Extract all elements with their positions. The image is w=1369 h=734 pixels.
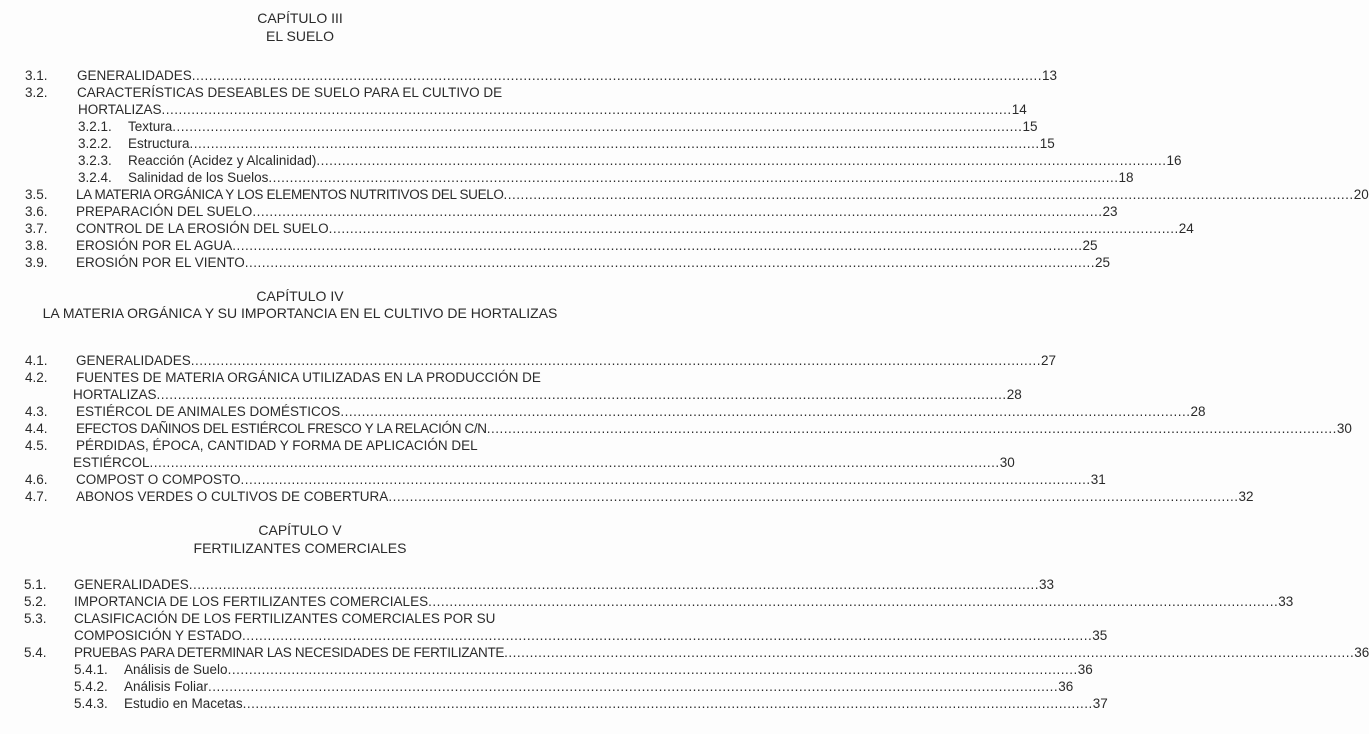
toc-entry[interactable] — [25, 420, 1352, 437]
toc-entry[interactable] — [25, 352, 1056, 369]
leader-dots: ........................................................................................................................................................................................................ — [486, 421, 1337, 436]
section-title: EROSIÓN POR EL VIENTO — [76, 255, 245, 270]
chapter-heading: CAPÍTULO III — [257, 10, 343, 26]
page-number: 36 — [1077, 662, 1093, 677]
section-title: HORTALIZAS — [73, 387, 157, 402]
toc-entry[interactable] — [24, 644, 1369, 661]
section-title: Salinidad de los Suelos — [128, 170, 269, 185]
toc-entry[interactable] — [25, 488, 1254, 505]
section-number: 5.4.2. — [74, 679, 108, 694]
section-title: Estructura — [128, 136, 190, 151]
leader-dots: ........................................................................................................................................................................................................ — [156, 387, 1007, 402]
page-number: 18 — [1118, 170, 1134, 185]
section-title: IMPORTANCIA DE LOS FERTILIZANTES COMERCIALES — [74, 594, 429, 609]
toc-entry[interactable] — [25, 369, 573, 386]
page-number: 37 — [1092, 696, 1108, 711]
toc-entry[interactable] — [25, 84, 574, 101]
leader-dots: ........................................................................................................................................................................................................ — [340, 404, 1191, 419]
section-number: 5.4.3. — [74, 696, 108, 711]
toc-subentry[interactable] — [74, 661, 1093, 678]
page-number: 30 — [1336, 421, 1352, 436]
section-number: 5.3. — [24, 611, 47, 626]
page-number: 35 — [1092, 628, 1108, 643]
section-number: 5.2. — [24, 594, 47, 609]
chapter-heading: CAPÍTULO V — [258, 522, 342, 538]
section-number: 3.9. — [25, 255, 48, 270]
leader-dots: ........................................................................................................................................................................................................ — [388, 489, 1239, 504]
page-number: 32 — [1238, 489, 1254, 504]
page-number: 30 — [999, 455, 1015, 470]
section-title: Estudio en Macetas — [124, 696, 243, 711]
leader-dots: ........................................................................................................................................................................................................ — [190, 353, 1041, 368]
section-title: Reacción (Acidez y Alcalinidad) — [128, 153, 317, 168]
leader-dots: ........................................................................................................................................................................................................ — [252, 204, 1103, 219]
toc-entry[interactable] — [24, 593, 1294, 610]
leader-dots: ........................................................................................................................................................................................................ — [208, 679, 1059, 694]
page-number: 33 — [1038, 577, 1054, 592]
page-number: 28 — [1006, 387, 1022, 402]
section-number: 3.1. — [25, 68, 48, 83]
leader-dots: ........................................................................................................................................................................................................ — [191, 68, 1042, 83]
leader-dots: ........................................................................................................................................................................................................ — [188, 577, 1039, 592]
section-number: 5.4. — [24, 645, 47, 660]
page-number: 20 — [1353, 187, 1369, 202]
toc-entry[interactable] — [24, 576, 1054, 593]
leader-dots: ........................................................................................................................................................................................................ — [316, 153, 1167, 168]
toc-entry-continuation[interactable] — [24, 627, 1108, 644]
page-number: 33 — [1278, 594, 1294, 609]
toc-entry[interactable] — [25, 186, 1369, 203]
toc-entry[interactable] — [25, 67, 1057, 84]
section-number: 4.7. — [25, 489, 48, 504]
section-title-line1: PÉRDIDAS, ÉPOCA, CANTIDAD Y FORMA DE APLICACIÓN DEL — [76, 438, 478, 453]
leader-dots: ........................................................................................................................................................................................................ — [328, 221, 1179, 236]
section-title: COMPOSICIÓN Y ESTADO — [74, 628, 243, 643]
page-number: 28 — [1190, 404, 1206, 419]
section-title-line1: CLASIFICACIÓN DE LOS FERTILIZANTES COMERCIALES POR SU — [74, 611, 496, 626]
section-number: 4.6. — [25, 472, 48, 487]
section-title: Análisis Foliar — [124, 679, 209, 694]
page-number: 15 — [1039, 136, 1055, 151]
chapter-subtitle: LA MATERIA ORGÁNICA Y SU IMPORTANCIA EN EL CULTIVO DE HORTALIZAS — [42, 305, 558, 321]
section-title-line1: FUENTES DE MATERIA ORGÁNICA UTILIZADAS EN LA PRODUCCIÓN DE — [76, 370, 541, 385]
page-number: 24 — [1178, 221, 1194, 236]
leader-dots: ........................................................................................................................................................................................................ — [242, 628, 1093, 643]
leader-dots: ........................................................................................................................................................................................................ — [242, 696, 1093, 711]
leader-dots: ........................................................................................................................................................................................................ — [227, 662, 1078, 677]
page-number: 15 — [1022, 119, 1038, 134]
leader-dots: ........................................................................................................................................................................................................ — [189, 136, 1040, 151]
section-number: 5.4.1. — [74, 662, 108, 677]
section-number: 3.8. — [25, 238, 48, 253]
section-title: PREPARACIÓN DEL SUELO — [76, 204, 253, 219]
section-number: 3.5. — [25, 187, 48, 202]
leader-dots: ........................................................................................................................................................................................................ — [161, 102, 1012, 117]
section-title: LA MATERIA ORGÁNICA Y LOS ELEMENTOS NUTRITIVOS DEL SUELO — [76, 187, 504, 202]
section-number: 3.7. — [25, 221, 48, 236]
section-number: 4.5. — [25, 438, 48, 453]
page-number: 36 — [1354, 645, 1369, 660]
section-title: CONTROL DE LA EROSIÓN DEL SUELO — [76, 221, 329, 236]
section-number: 4.4. — [25, 421, 48, 436]
section-number: 3.2.1. — [78, 119, 112, 134]
leader-dots: ........................................................................................................................................................................................................ — [503, 187, 1354, 202]
toc-entry[interactable] — [25, 471, 1106, 488]
leader-dots: ........................................................................................................................................................................................................ — [428, 594, 1279, 609]
toc-entry[interactable] — [25, 203, 1118, 220]
section-title: GENERALIDADES — [76, 353, 191, 368]
section-title: ABONOS VERDES O CULTIVOS DE COBERTURA — [76, 489, 389, 504]
toc-entry[interactable] — [25, 403, 1206, 420]
leader-dots: ........................................................................................................................................................................................................ — [244, 255, 1095, 270]
section-number: 4.3. — [25, 404, 48, 419]
section-title: COMPOST O COMPOSTO — [76, 472, 241, 487]
page-number: 25 — [1094, 255, 1110, 270]
page-number: 13 — [1041, 68, 1057, 83]
section-title: ESTIÉRCOL — [73, 455, 150, 470]
toc-subentry[interactable] — [78, 152, 1182, 169]
section-title: ESTIÉRCOL DE ANIMALES DOMÉSTICOS — [76, 404, 341, 419]
section-number: 3.6. — [25, 204, 48, 219]
section-title: EROSIÓN POR EL AGUA — [76, 238, 233, 253]
page-number: 27 — [1040, 353, 1056, 368]
toc-entry[interactable] — [25, 220, 1194, 237]
chapter-heading: CAPÍTULO IV — [256, 288, 344, 304]
chapter-subtitle: EL SUELO — [266, 28, 334, 44]
page-number: 23 — [1102, 204, 1118, 219]
toc-entry-continuation[interactable] — [25, 386, 1022, 403]
toc-entry[interactable] — [25, 237, 1098, 254]
page-number: 36 — [1058, 679, 1074, 694]
section-title: GENERALIDADES — [77, 68, 192, 83]
toc-entry[interactable] — [25, 254, 1110, 271]
section-title: GENERALIDADES — [74, 577, 189, 592]
section-title: Textura — [128, 119, 173, 134]
leader-dots: ........................................................................................................................................................................................................ — [240, 472, 1091, 487]
page-number: 14 — [1011, 102, 1027, 117]
toc-entry-continuation[interactable] — [25, 454, 1015, 471]
page-number: 16 — [1166, 153, 1182, 168]
section-title: Análisis de Suelo — [124, 662, 228, 677]
toc-subentry[interactable] — [74, 695, 1108, 712]
section-number: 3.2.3. — [78, 153, 112, 168]
toc-subentry[interactable] — [78, 135, 1055, 152]
toc-entry[interactable] — [24, 610, 572, 627]
section-number: 3.2.4. — [78, 170, 112, 185]
section-number: 4.1. — [25, 353, 48, 368]
section-title: EFECTOS DAÑINOS DEL ESTIÉRCOL FRESCO Y LA RELACIÓN C/N — [76, 421, 487, 436]
page-number: 31 — [1090, 472, 1106, 487]
page-number: 25 — [1082, 238, 1098, 253]
toc-entry-continuation[interactable] — [25, 101, 1027, 118]
section-title: PRUEBAS PARA DETERMINAR LAS NECESIDADES DE FERTILIZANTE — [74, 645, 505, 660]
section-number: 5.1. — [24, 577, 47, 592]
toc-subentry[interactable] — [78, 118, 1038, 135]
section-title: HORTALIZAS — [78, 102, 162, 117]
leader-dots: ........................................................................................................................................................................................................ — [172, 119, 1023, 134]
leader-dots: ........................................................................................................................................................................................................ — [232, 238, 1083, 253]
toc-subentry[interactable] — [74, 678, 1074, 695]
toc-subentry[interactable] — [78, 169, 1134, 186]
section-number: 3.2. — [25, 85, 48, 100]
section-title-line1: CARACTERÍSTICAS DESEABLES DE SUELO PARA EL CULTIVO DE — [77, 85, 503, 100]
leader-dots: ........................................................................................................................................................................................................ — [149, 455, 1000, 470]
chapter-subtitle: FERTILIZANTES COMERCIALES — [193, 540, 407, 556]
section-number: 4.2. — [25, 370, 48, 385]
leader-dots: ........................................................................................................................................................................................................ — [504, 645, 1355, 660]
section-number: 3.2.2. — [78, 136, 112, 151]
toc-entry[interactable] — [25, 437, 573, 454]
leader-dots: ........................................................................................................................................................................................................ — [268, 170, 1119, 185]
